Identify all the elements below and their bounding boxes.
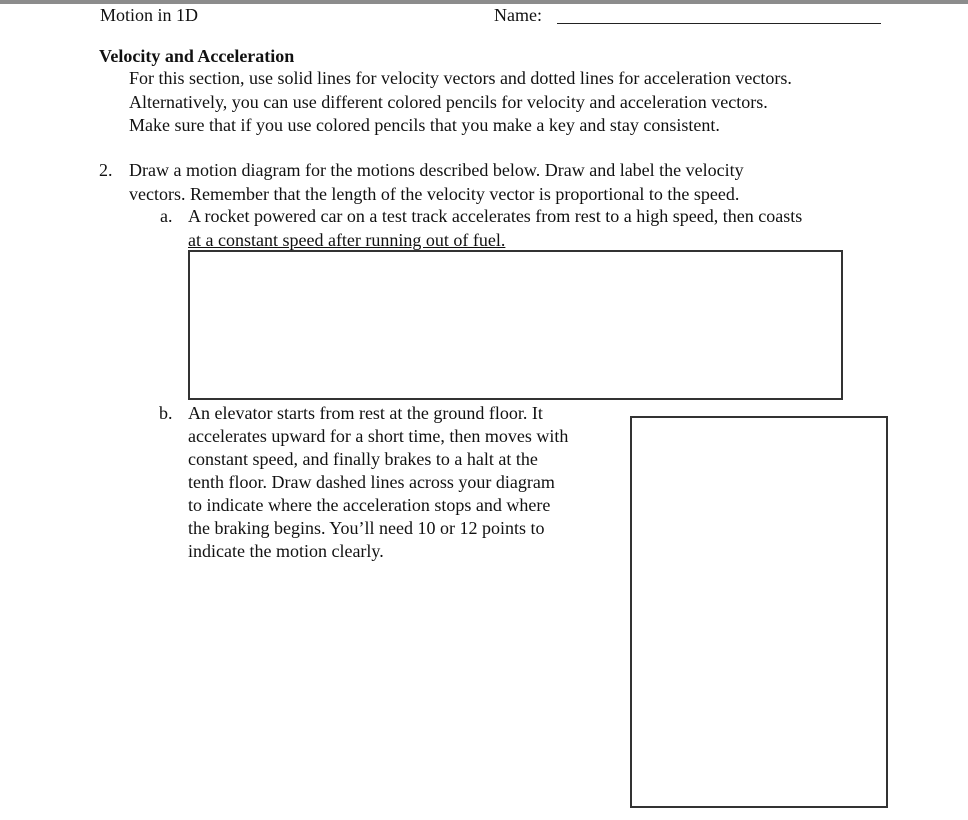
part-b-line: indicate the motion clearly. [188, 541, 384, 561]
part-b-line: An elevator starts from rest at the ground floor. It [188, 403, 543, 423]
part-a-answer-box[interactable] [188, 250, 843, 400]
part-b-line: accelerates upward for a short time, then moves with [188, 426, 569, 446]
part-b-line: constant speed, and finally brakes to a halt at the [188, 449, 538, 469]
section-heading: Velocity and Acceleration [99, 46, 295, 66]
part-a-line: A rocket powered car on a test track accelerates from rest to a high speed, then coasts [188, 206, 803, 226]
intro-line: Make sure that if you use colored pencils that you make a key and stay consistent. [129, 115, 720, 135]
part-a-line: at a constant speed after running out of fuel. [188, 230, 506, 250]
part-b-marker: b. [159, 403, 173, 423]
part-b-line: the braking begins. You’ll need 10 or 12 points to [188, 518, 545, 538]
part-b-line: tenth floor. Draw dashed lines across your diagram [188, 472, 555, 492]
intro-line: For this section, use solid lines for velocity vectors and dotted lines for acceleration vectors. [129, 68, 792, 88]
part-a-marker: a. [160, 206, 173, 226]
part-b-answer-box[interactable] [630, 416, 888, 808]
part-b-line: to indicate where the acceleration stops and where [188, 495, 551, 515]
intro-line: Alternatively, you can use different colored pencils for velocity and acceleration vectors. [129, 92, 768, 112]
name-label: Name: [494, 5, 542, 25]
question-line: vectors. Remember that the length of the velocity vector is proportional to the speed. [129, 184, 740, 204]
name-answer-line[interactable] [557, 23, 881, 24]
worksheet-title: Motion in 1D [100, 5, 199, 25]
question-line: Draw a motion diagram for the motions described below. Draw and label the velocity [129, 160, 744, 180]
question-number: 2. [99, 160, 113, 180]
